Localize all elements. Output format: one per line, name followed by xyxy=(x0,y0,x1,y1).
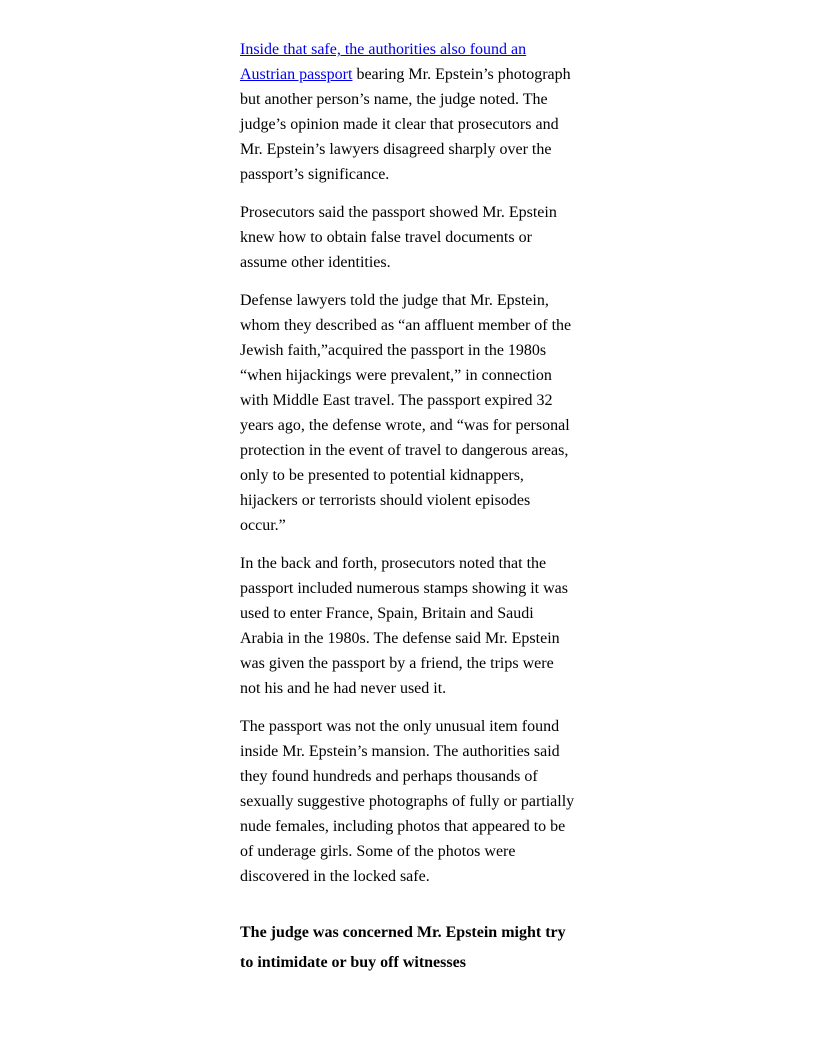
paragraph: The passport was not the only unusual item found inside Mr. Epstein’s mansion. The authorities said they found hundreds and perhaps thousands of sexually suggestive photographs of fully or partially nude females, including photos that appeared to be of underage girls. Some of the photos were discovered in the locked safe. xyxy=(240,718,575,885)
paragraph: Defense lawyers told the judge that Mr. Epstein, whom they described as “an affluent member of the Jewish faith,”acquired the passport in the 1980s “when hijackings were prevalent,” in connection with Middle East travel. The passport expired 32 years ago, the defense wrote, and “was for personal protection in the event of travel to dangerous areas, only to be presented to potential kidnappers, hijackers or terrorists should violent episodes occur.” xyxy=(240,292,572,534)
paragraph: In the back and forth, prosecutors noted that the passport included numerous stamps showing it was used to enter France, Spain, Britain and Saudi Arabia in the 1980s. The defense said Mr. Epstein was given the passport by a friend, the trips were not his and he had never used it. xyxy=(240,555,568,697)
section-subheading: The judge was concerned Mr. Epstein might try to intimidate or buy off witnesses xyxy=(240,924,566,971)
article-body xyxy=(240,37,577,978)
article-link[interactable]: Inside that safe, the authorities also found an Austrian passport xyxy=(240,41,527,83)
paragraph xyxy=(240,37,577,187)
paragraph-text: bearing Mr. Epstein’s photograph but another person’s name, the judge noted. The judge’s opinion made it clear that prosecutors and Mr. Epstein’s lawyers disagreed sharply over the passport’s significance. xyxy=(240,66,571,183)
paragraph: Prosecutors said the passport showed Mr. Epstein knew how to obtain false travel documents or assume other identities. xyxy=(240,204,557,271)
